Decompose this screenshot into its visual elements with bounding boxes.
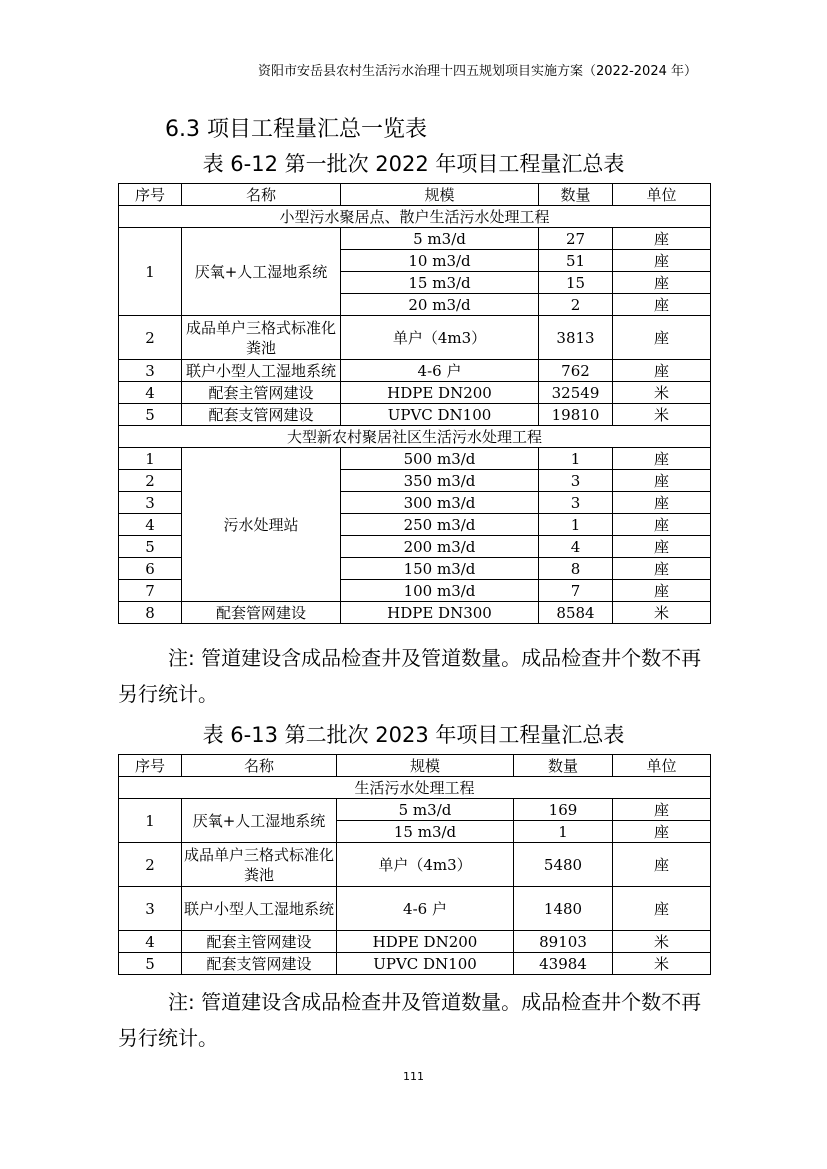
item-unit: 座 xyxy=(613,536,711,558)
table-row xyxy=(119,602,711,624)
item-name: 配套主管网建设 xyxy=(182,931,337,953)
item-spec: HDPE DN200 xyxy=(337,931,514,953)
item-unit: 米 xyxy=(613,931,711,953)
column-header: 单位 xyxy=(613,755,711,777)
table-row xyxy=(119,228,711,250)
item-name: 配套支管网建设 xyxy=(182,953,337,975)
item-unit: 座 xyxy=(613,316,711,360)
item-unit: 座 xyxy=(613,558,711,580)
item-unit: 座 xyxy=(613,228,711,250)
header-row xyxy=(119,755,711,777)
note-1: 注: 管道建设含成品检查井及管道数量。成品检查井个数不再另行统计。 xyxy=(118,646,702,706)
item-quantity: 1 xyxy=(514,821,613,843)
item-quantity: 19810 xyxy=(539,404,613,426)
item-name: 成品单户三格式标准化粪池 xyxy=(182,316,341,360)
item-quantity: 7 xyxy=(539,580,613,602)
item-spec: HDPE DN200 xyxy=(341,382,539,404)
item-name: 厌氧+人工湿地系统 xyxy=(182,228,341,316)
item-unit: 座 xyxy=(613,821,711,843)
item-spec: 500 m3/d xyxy=(341,448,539,470)
item-spec: 20 m3/d xyxy=(341,294,539,316)
item-spec: 300 m3/d xyxy=(341,492,539,514)
column-header: 数量 xyxy=(514,755,613,777)
row-number: 2 xyxy=(119,843,182,887)
row-number: 3 xyxy=(119,887,182,931)
table2-caption: 表 6-13 第二批次 2023 年项目工程量汇总表 xyxy=(202,723,625,747)
column-header: 名称 xyxy=(182,755,337,777)
item-unit: 座 xyxy=(613,580,711,602)
item-spec: UPVC DN100 xyxy=(341,404,539,426)
item-quantity: 27 xyxy=(539,228,613,250)
item-name: 配套管网建设 xyxy=(182,602,341,624)
item-spec: 10 m3/d xyxy=(341,250,539,272)
item-quantity: 43984 xyxy=(514,953,613,975)
row-number: 5 xyxy=(119,404,182,426)
section-row xyxy=(119,426,711,448)
item-unit: 座 xyxy=(613,470,711,492)
row-number: 7 xyxy=(119,580,182,602)
row-number: 5 xyxy=(119,536,182,558)
item-spec: 4-6 户 xyxy=(337,887,514,931)
item-quantity: 3813 xyxy=(539,316,613,360)
item-unit: 座 xyxy=(613,448,711,470)
row-number: 4 xyxy=(119,382,182,404)
item-spec: 单户（4m3） xyxy=(337,843,514,887)
row-number: 2 xyxy=(119,316,182,360)
item-spec: 4-6 户 xyxy=(341,360,539,382)
column-header: 名称 xyxy=(182,184,341,206)
item-unit: 米 xyxy=(613,602,711,624)
table-row xyxy=(119,799,711,821)
item-unit: 座 xyxy=(613,492,711,514)
item-quantity: 3 xyxy=(539,492,613,514)
item-quantity: 1 xyxy=(539,448,613,470)
item-spec: 350 m3/d xyxy=(341,470,539,492)
row-number: 4 xyxy=(119,931,182,953)
column-header: 规模 xyxy=(337,755,514,777)
item-name: 配套支管网建设 xyxy=(182,404,341,426)
row-number: 1 xyxy=(119,448,182,470)
row-number: 3 xyxy=(119,360,182,382)
item-quantity: 3 xyxy=(539,470,613,492)
section-title: 6.3 项目工程量汇总一览表 xyxy=(165,117,427,142)
item-quantity: 1480 xyxy=(514,887,613,931)
row-number: 6 xyxy=(119,558,182,580)
item-quantity: 15 xyxy=(539,272,613,294)
table2 xyxy=(118,754,711,975)
item-quantity: 32549 xyxy=(539,382,613,404)
section-title-cell: 生活污水处理工程 xyxy=(119,777,711,799)
item-spec: 100 m3/d xyxy=(341,580,539,602)
section-title-cell: 小型污水聚居点、散户生活污水处理工程 xyxy=(119,206,711,228)
item-spec: HDPE DN300 xyxy=(341,602,539,624)
section-row xyxy=(119,206,711,228)
item-unit: 米 xyxy=(613,382,711,404)
item-unit: 座 xyxy=(613,272,711,294)
row-number: 2 xyxy=(119,470,182,492)
item-spec: 150 m3/d xyxy=(341,558,539,580)
item-unit: 座 xyxy=(613,250,711,272)
row-number: 1 xyxy=(119,799,182,843)
page-number: 111 xyxy=(403,1070,424,1083)
table-row xyxy=(119,448,711,470)
item-spec: 200 m3/d xyxy=(341,536,539,558)
header-row xyxy=(119,184,711,206)
section-row xyxy=(119,777,711,799)
item-name: 污水处理站 xyxy=(182,448,341,602)
item-unit: 座 xyxy=(613,514,711,536)
item-quantity: 8584 xyxy=(539,602,613,624)
column-header: 序号 xyxy=(119,755,182,777)
column-header: 序号 xyxy=(119,184,182,206)
item-quantity: 1 xyxy=(539,514,613,536)
column-header: 规模 xyxy=(341,184,539,206)
table-row xyxy=(119,931,711,953)
row-number: 4 xyxy=(119,514,182,536)
item-quantity: 762 xyxy=(539,360,613,382)
item-quantity: 2 xyxy=(539,294,613,316)
item-name: 联户小型人工湿地系统 xyxy=(182,360,341,382)
item-quantity: 8 xyxy=(539,558,613,580)
item-name: 成品单户三格式标准化粪池 xyxy=(182,843,337,887)
item-spec: 15 m3/d xyxy=(341,272,539,294)
table-row xyxy=(119,404,711,426)
table-row xyxy=(119,382,711,404)
item-quantity: 5480 xyxy=(514,843,613,887)
section-title-cell: 大型新农村聚居社区生活污水处理工程 xyxy=(119,426,711,448)
item-name: 配套主管网建设 xyxy=(182,382,341,404)
item-quantity: 4 xyxy=(539,536,613,558)
item-unit: 座 xyxy=(613,887,711,931)
item-unit: 座 xyxy=(613,360,711,382)
note-2: 注: 管道建设含成品检查井及管道数量。成品检查井个数不再另行统计。 xyxy=(118,990,702,1050)
item-unit: 座 xyxy=(613,799,711,821)
item-unit: 米 xyxy=(613,953,711,975)
row-number: 8 xyxy=(119,602,182,624)
table-row xyxy=(119,887,711,931)
column-header: 单位 xyxy=(613,184,711,206)
table1-caption: 表 6-12 第一批次 2022 年项目工程量汇总表 xyxy=(202,152,625,176)
item-unit: 座 xyxy=(613,294,711,316)
table-row xyxy=(119,953,711,975)
row-number: 3 xyxy=(119,492,182,514)
table-row xyxy=(119,843,711,887)
item-name: 厌氧+人工湿地系统 xyxy=(182,799,337,843)
table1 xyxy=(118,183,711,624)
item-quantity: 51 xyxy=(539,250,613,272)
item-unit: 米 xyxy=(613,404,711,426)
row-number: 1 xyxy=(119,228,182,316)
table-row xyxy=(119,316,711,360)
item-spec: 单户（4m3） xyxy=(341,316,539,360)
item-quantity: 89103 xyxy=(514,931,613,953)
item-spec: UPVC DN100 xyxy=(337,953,514,975)
item-name: 联户小型人工湿地系统 xyxy=(182,887,337,931)
item-spec: 5 m3/d xyxy=(341,228,539,250)
item-spec: 15 m3/d xyxy=(337,821,514,843)
item-spec: 5 m3/d xyxy=(337,799,514,821)
item-unit: 座 xyxy=(613,843,711,887)
running-header: 资阳市安岳县农村生活污水治理十四五规划项目实施方案（2022-2024 年） xyxy=(258,64,697,79)
column-header: 数量 xyxy=(539,184,613,206)
row-number: 5 xyxy=(119,953,182,975)
item-quantity: 169 xyxy=(514,799,613,821)
table-row xyxy=(119,360,711,382)
item-spec: 250 m3/d xyxy=(341,514,539,536)
